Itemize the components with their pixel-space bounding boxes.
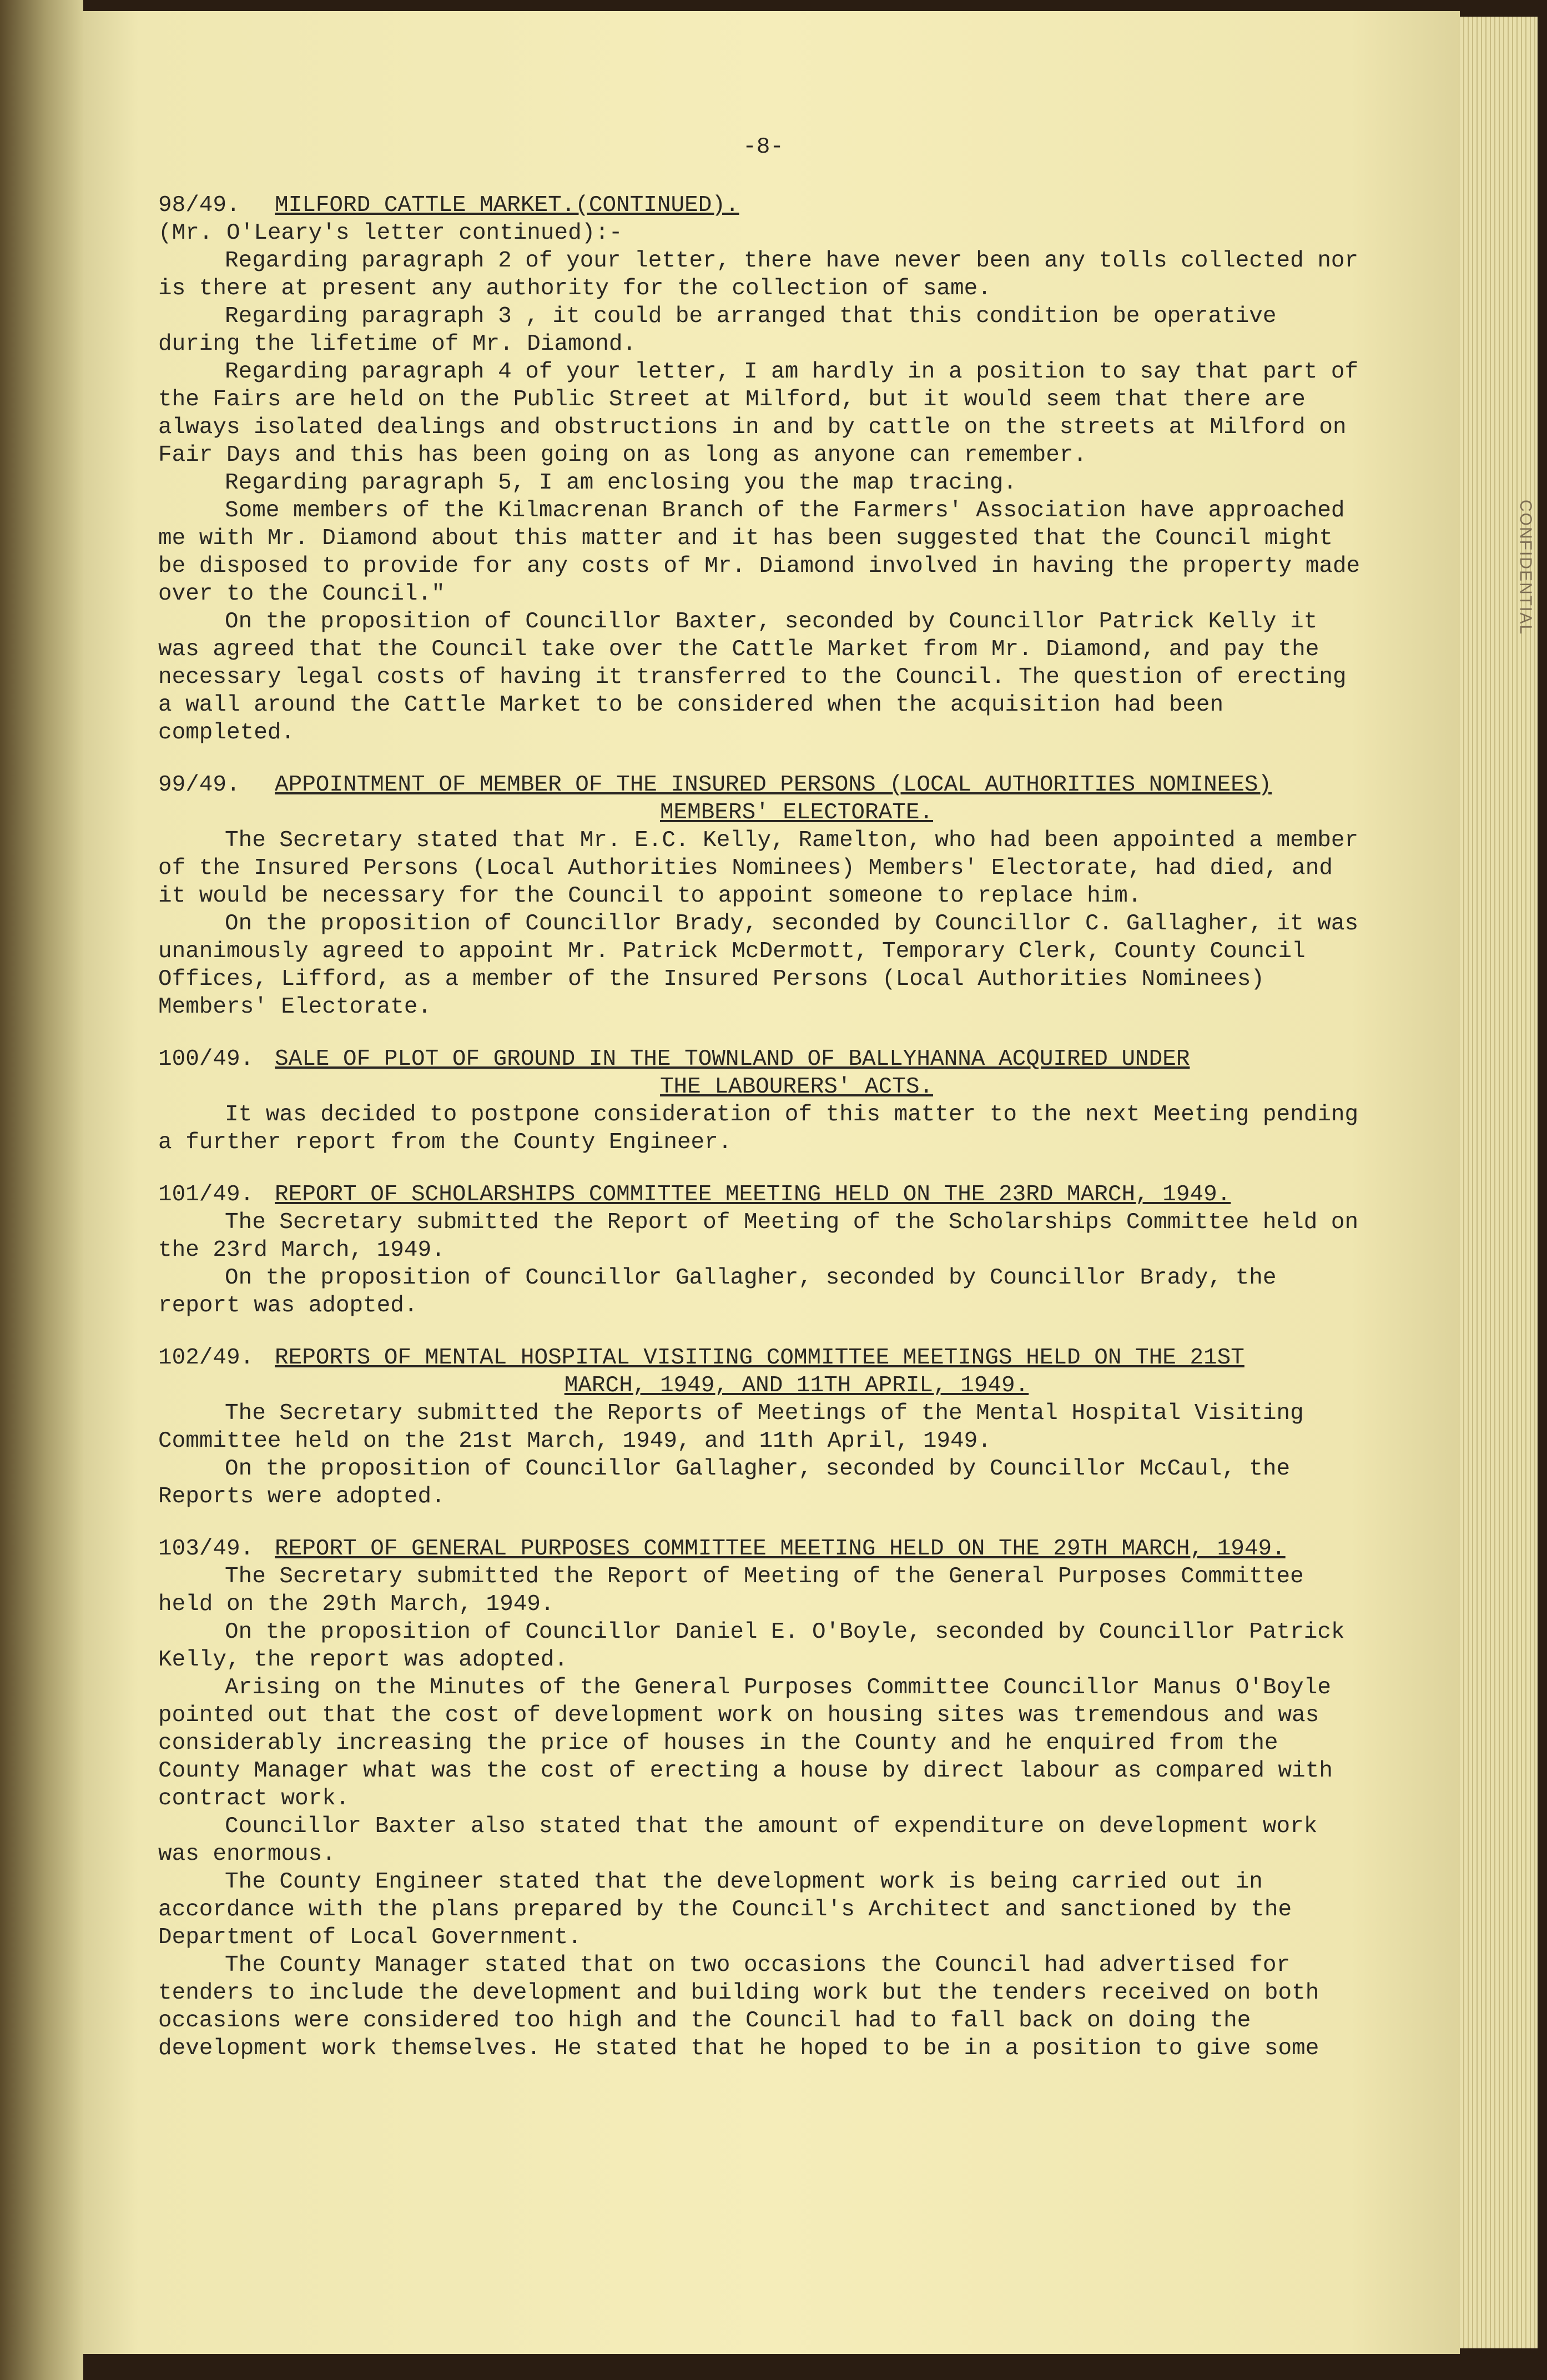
item-paragraph: Some members of the Kilmacrenan Branch of the Farmers' Association have approached me with Mr. Diamond about this matter and it has been suggested that the Council might be disposed to provide for any costs of Mr. Diamond involved in having the property made over to the Council." (158, 498, 1360, 607)
minutes-content (158, 133, 1368, 2087)
item-heading (158, 771, 1368, 799)
item-paragraph: The Secretary stated that Mr. E.C. Kelly, Ramelton, who had been appointed a member of the Insured Persons (Local Authorities Nominees) Members' Electorate, had died, and it would be necessary for the Council to appoint someone to replace him. (158, 828, 1359, 909)
item-title-continued: MEMBERS' ELECTORATE. (659, 800, 934, 826)
item-title: MILFORD CATTLE MARKET.(CONTINUED). (275, 193, 739, 218)
item-number: 98/49. (158, 193, 240, 218)
item-title: REPORT OF SCHOLARSHIPS COMMITTEE MEETING HELD ON THE 23RD MARCH, 1949. (275, 1182, 1231, 1207)
item-paragraph: Councillor Baxter also stated that the amount of expenditure on development work was enormous. (158, 1814, 1318, 1867)
item-title: REPORT OF GENERAL PURPOSES COMMITTEE MEETING HELD ON THE 29TH MARCH, 1949. (275, 1536, 1286, 1562)
item-paragraph: On the proposition of Councillor Daniel E. O'Boyle, seconded by Councillor Patrick Kelly, the report was adopted. (158, 1619, 1345, 1673)
item-title-continued: MARCH, 1949, AND 11TH APRIL, 1949. (564, 1373, 1029, 1398)
item-title: SALE OF PLOT OF GROUND IN THE TOWNLAND OF BALLYHANNA ACQUIRED UNDER (275, 1046, 1190, 1072)
item-number: 99/49. (158, 772, 240, 798)
minute-item (158, 1045, 1368, 1156)
item-number: 100/49. (158, 1046, 254, 1072)
item-paragraph: On the proposition of Councillor Brady, seconded by Councillor C. Gallagher, it was unanimously agreed to appoint Mr. Patrick McDermott, Temporary Clerk, County Council Offices, Lifford, as a member of the Insured Persons (Local Authorities Nominees) Members' Electorate. (158, 911, 1359, 1020)
item-number: 103/49. (158, 1536, 254, 1562)
item-paragraph: Arising on the Minutes of the General Purposes Committee Councillor Manus O'Boyle pointed out that the cost of development work on housing sites was tremendous and was considerably increasing the price of houses in the County and he enquired from the County Manager what was the cost of erecting a house by direct labour as compared with contract work. (158, 1675, 1333, 1812)
item-number: 102/49. (158, 1345, 254, 1371)
item-paragraph: The Secretary submitted the Report of Meeting of the Scholarships Committee held on the 23rd March, 1949. (158, 1210, 1359, 1263)
item-heading (158, 1045, 1368, 1073)
left-page-edge (0, 0, 83, 2380)
minute-item (158, 1344, 1368, 1511)
minutes-items (158, 192, 1368, 2062)
item-heading (158, 1535, 1368, 1563)
item-paragraph: Regarding paragraph 5, I am enclosing you the map tracing. (225, 470, 1017, 496)
item-paragraph: The County Engineer stated that the development work is being carried out in accordance with the plans prepared by the Council's Architect and sanctioned by the Department of Local Government. (158, 1869, 1292, 1950)
item-paragraph: Regarding paragraph 3 , it could be arranged that this condition be operative during the lifetime of Mr. Diamond. (158, 304, 1277, 357)
item-paragraph: The County Manager stated that on two occasions the Council had advertised for tenders to include the development and building work but the tenders received on both occasions were considered too high and the Council had to fall back on doing the development work themselves. He stated that he hoped to be in a position to give some (158, 1953, 1319, 2061)
item-heading (158, 1181, 1368, 1209)
minute-item (158, 1181, 1368, 1320)
minute-item (158, 771, 1368, 1021)
item-heading (158, 192, 1368, 219)
item-paragraph: The Secretary submitted the Report of Meeting of the General Purposes Committee held on the 29th March, 1949. (158, 1564, 1304, 1617)
page-stack-edge (1460, 17, 1538, 2348)
item-paragraph: On the proposition of Councillor Baxter, seconded by Councillor Patrick Kelly it was agreed that the Council take over the Cattle Market from Mr. Diamond, and pay the necessary legal costs of having it transferred to the Council. The question of erecting a wall around the Cattle Market to be considered when the acquisition had been completed. (158, 609, 1347, 746)
item-title: APPOINTMENT OF MEMBER OF THE INSURED PERSONS (LOCAL AUTHORITIES NOMINEES) (275, 772, 1272, 798)
item-title: REPORTS OF MENTAL HOSPITAL VISITING COMMITTEE MEETINGS HELD ON THE 21ST (275, 1345, 1244, 1371)
edge-stamp: CONFIDENTIAL (1516, 500, 1535, 636)
item-paragraph: (Mr. O'Leary's letter continued):- (158, 220, 623, 246)
page-number: -8- (743, 134, 784, 160)
item-paragraph: On the proposition of Councillor Gallagher, seconded by Councillor McCaul, the Reports were adopted. (158, 1456, 1291, 1509)
item-paragraph: The Secretary submitted the Reports of Meetings of the Mental Hospital Visiting Committee held on the 21st March, 1949, and 11th April, 1949. (158, 1401, 1304, 1454)
item-paragraph: On the proposition of Councillor Gallagher, seconded by Councillor Brady, the report was adopted. (158, 1265, 1277, 1319)
item-number: 101/49. (158, 1182, 254, 1207)
item-paragraph: It was decided to postpone consideration of this matter to the next Meeting pending a further report from the County Engineer. (158, 1102, 1359, 1155)
minute-item (158, 1535, 1368, 2062)
item-paragraph: Regarding paragraph 2 of your letter, there have never been any tolls collected nor is there at present any authority for the collection of same. (158, 248, 1359, 301)
item-paragraph: Regarding paragraph 4 of your letter, I am hardly in a position to say that part of the Fairs are held on the Public Street at Milford, but it would seem that there are always isolated dealings and obstructions in and by cattle on the streets at Milford on Fair Days and this has been going on as long as anyone can remember. (158, 359, 1359, 468)
minute-item (158, 192, 1368, 747)
item-title-continued: THE LABOURERS' ACTS. (659, 1074, 934, 1100)
item-heading (158, 1344, 1368, 1372)
